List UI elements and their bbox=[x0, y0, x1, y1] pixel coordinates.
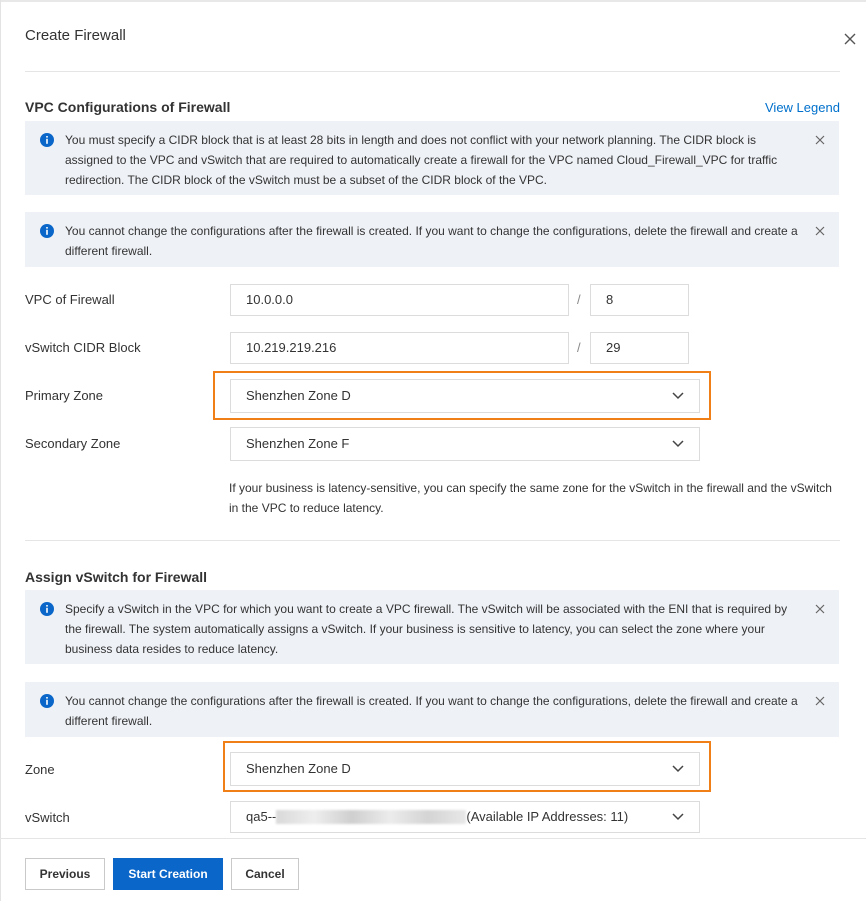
slash-separator: / bbox=[577, 292, 581, 307]
info-icon bbox=[39, 132, 55, 148]
cidr-notice bbox=[25, 121, 839, 195]
change-notice bbox=[25, 212, 839, 267]
close-notice-icon[interactable] bbox=[813, 694, 827, 708]
assign-section-title: Assign vSwitch for Firewall bbox=[25, 569, 208, 585]
redacted-vswitch-id bbox=[276, 810, 466, 824]
close-icon[interactable] bbox=[838, 27, 862, 51]
chevron-down-icon bbox=[671, 811, 685, 823]
section-divider bbox=[25, 540, 840, 541]
slash-separator: / bbox=[577, 340, 581, 355]
primary-zone-select[interactable] bbox=[230, 379, 700, 413]
latency-help-text: If your business is latency-sensitive, you can specify the same zone for the vSwitch in the firewall and the vSwitch in the VPC to reduce latency. bbox=[229, 481, 832, 515]
vpc-mask-input[interactable]: 8 bbox=[590, 284, 689, 316]
zone-value: Shenzhen Zone D bbox=[246, 761, 351, 776]
primary-zone-label: Primary Zone bbox=[25, 388, 104, 403]
vpc-ip-input[interactable]: 10.0.0.0 bbox=[230, 284, 569, 316]
assign-notice bbox=[25, 590, 839, 664]
vswitch-select[interactable] bbox=[230, 801, 700, 833]
close-notice-icon[interactable] bbox=[813, 224, 827, 238]
change-notice-text: You cannot change the configurations after the firewall is created. If you want to change the configurations, delete the firewall and create a different firewall. bbox=[65, 694, 798, 728]
vswitch-mask-input[interactable]: 29 bbox=[590, 332, 689, 364]
info-icon bbox=[39, 693, 55, 709]
change-notice bbox=[25, 682, 839, 737]
info-icon bbox=[39, 601, 55, 617]
close-notice-icon[interactable] bbox=[813, 133, 827, 147]
chevron-down-icon bbox=[671, 390, 685, 402]
vpc-section-title: VPC Configurations of Firewall bbox=[25, 99, 231, 115]
vswitch-prefix: qa5-- bbox=[246, 809, 277, 824]
change-notice-text: You cannot change the configurations after the firewall is created. If you want to change the configurations, delete the firewall and create a different firewall. bbox=[65, 224, 798, 258]
secondary-zone-label: Secondary Zone bbox=[25, 436, 121, 451]
assign-notice-text: Specify a vSwitch in the VPC for which you want to create a VPC firewall. The vSwitch will be associated with the ENI that is required by the firewall. The system automatically assigns a vSwitch. If your business is sensitive to latency, you can select the zone where your business data resides to reduce latency. bbox=[65, 602, 788, 656]
secondary-zone-select[interactable] bbox=[230, 427, 700, 461]
vswitch-label: vSwitch bbox=[25, 810, 70, 825]
close-notice-icon[interactable] bbox=[813, 602, 827, 616]
view-legend-link[interactable]: View Legend bbox=[765, 100, 840, 115]
previous-button[interactable]: Previous bbox=[25, 858, 105, 890]
info-icon bbox=[39, 223, 55, 239]
vswitch-cidr-label: vSwitch CIDR Block bbox=[25, 340, 141, 355]
primary-zone-value: Shenzhen Zone D bbox=[246, 388, 351, 403]
chevron-down-icon bbox=[671, 438, 685, 450]
vswitch-ip-input[interactable]: 10.219.219.216 bbox=[230, 332, 569, 364]
secondary-zone-value: Shenzhen Zone F bbox=[246, 436, 350, 451]
cidr-notice-text: You must specify a CIDR block that is at least 28 bits in length and does not conflict with your network planning. The CIDR block is assigned to the VPC and vSwitch that are required to automatically create a firewall for the VPC named Cloud_Firewall_VPC for traffic redirection. The CIDR block of the vSwitch must be a subset of the CIDR block of the VPC. bbox=[65, 133, 778, 187]
cancel-button[interactable]: Cancel bbox=[231, 858, 299, 890]
footer-divider bbox=[0, 838, 866, 839]
vpc-of-firewall-label: VPC of Firewall bbox=[25, 292, 115, 307]
zone-select[interactable] bbox=[230, 752, 700, 786]
chevron-down-icon bbox=[671, 763, 685, 775]
zone-label: Zone bbox=[25, 762, 55, 777]
vswitch-available-ips: (Available IP Addresses: 11) bbox=[466, 809, 629, 824]
header-divider bbox=[25, 71, 840, 72]
start-creation-button[interactable]: Start Creation bbox=[113, 858, 223, 890]
dialog-title: Create Firewall bbox=[25, 27, 126, 44]
